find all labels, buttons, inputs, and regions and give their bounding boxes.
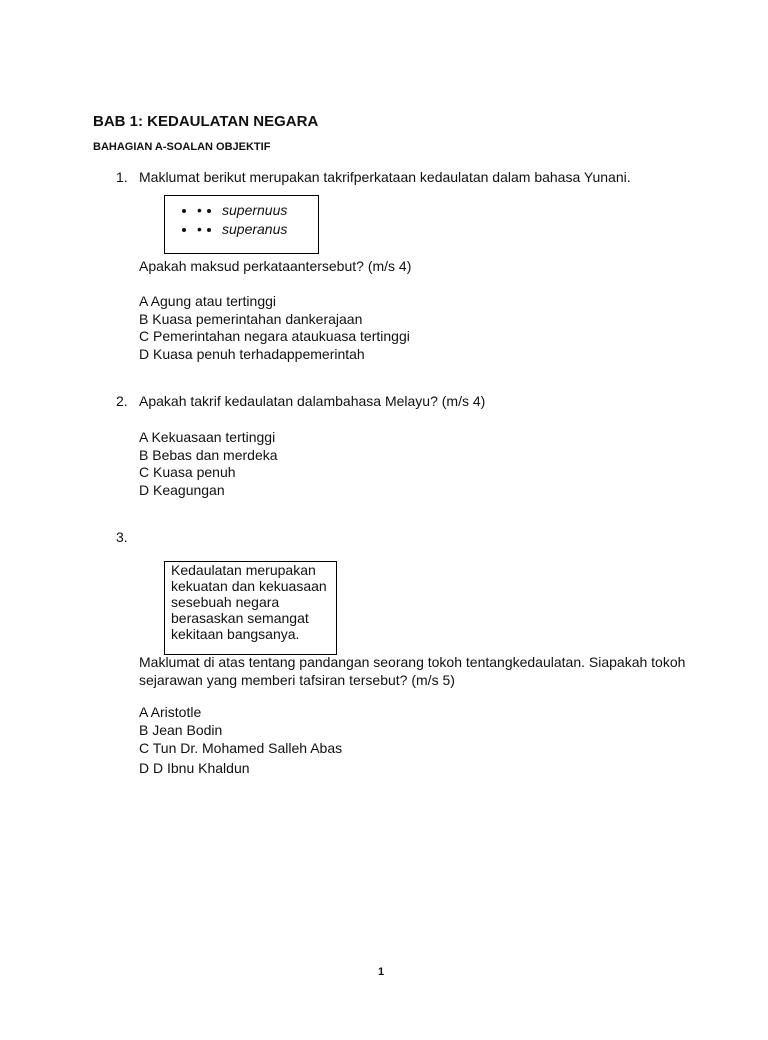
question-number: 2. [116, 393, 128, 409]
option-c: C Tun Dr. Mohamed Salleh Abas [139, 740, 343, 756]
option-b: B Bebas dan merdeka [139, 447, 278, 463]
question-text: Apakah takrif kedaulatan dalambahasa Melayu? (m/s 4) [139, 393, 486, 409]
option-a: A Aristotle [139, 704, 202, 720]
option-c: C Pemerintahan negara ataukuasa tertinggi [139, 328, 410, 344]
chapter-title: BAB 1: KEDAULATAN NEGARA [93, 113, 319, 130]
page-number: 1 [378, 966, 385, 978]
question-number: 3. [116, 529, 128, 545]
option-c: C Kuasa penuh [139, 464, 236, 480]
question-text: Maklumat berikut merupakan takrifperkataan kedaulatan dalam bahasa Yunani. [139, 169, 631, 185]
option-d: D Kuasa penuh terhadappemerintah [139, 346, 365, 362]
option-b: B Kuasa pemerintahan dankerajaan [139, 311, 363, 327]
list-item: • supernuus [222, 202, 287, 218]
option-b: B Jean Bodin [139, 722, 223, 738]
quote-text: Kedaulatan merupakan kekuatan dan kekuasaan sesebuah negara berasaskan semangat kekitaan bangsanya. [171, 562, 327, 642]
option-d: D Keagungan [139, 482, 225, 498]
list-item: • superanus [222, 221, 287, 237]
question-prompt: Apakah maksud perkataantersebut? (m/s 4) [139, 258, 412, 274]
option-d: D D Ibnu Khaldun [139, 760, 250, 776]
bullet-icon: • • [197, 202, 202, 218]
question-prompt-line-1: Maklumat di atas tentang pandangan seorang tokoh tentangkedaulatan. Siapakah tokoh [139, 654, 686, 670]
question-prompt-line-2: sejarawan yang memberi tafsiran tersebut? (m/s 5) [139, 672, 455, 688]
section-heading: BAHAGIAN A-SOALAN OBJEKTIF [93, 141, 271, 153]
option-a: A Kekuasaan tertinggi [139, 429, 276, 445]
option-a: A Agung atau tertinggi [139, 293, 276, 309]
bullet-icon: • • [197, 221, 202, 237]
question-number: 1. [116, 169, 128, 185]
